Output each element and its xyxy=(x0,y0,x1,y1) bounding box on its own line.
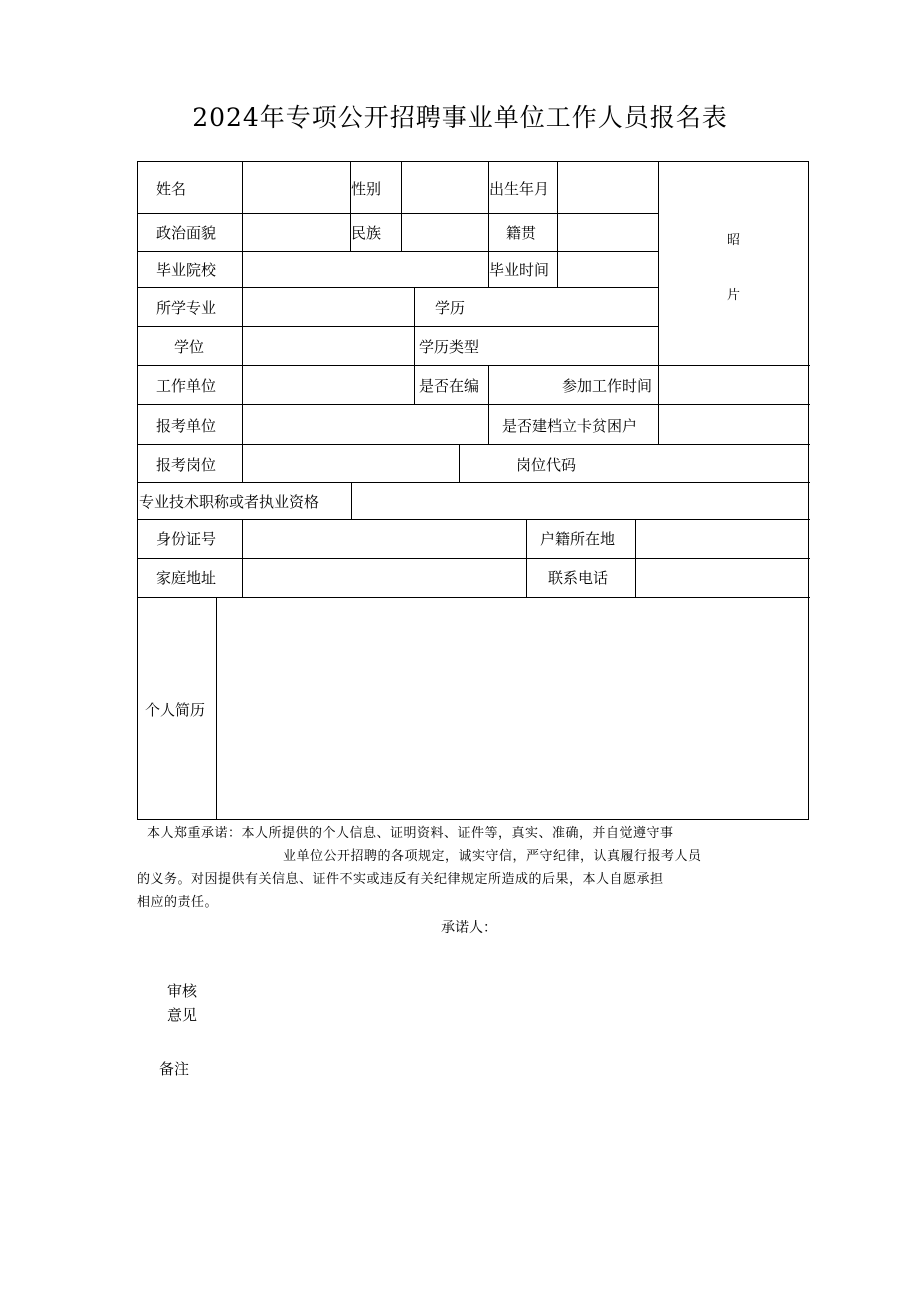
page-title: 2024年专项公开招聘事业单位工作人员报名表 xyxy=(192,103,728,132)
work-unit-field[interactable] xyxy=(243,366,414,404)
poverty-field[interactable] xyxy=(659,405,809,444)
education-field[interactable] xyxy=(489,288,658,326)
resume-field[interactable] xyxy=(217,598,809,819)
hukou-label: 户籍所在地 xyxy=(540,530,616,548)
school-field[interactable] xyxy=(243,252,488,287)
degree-label: 学位 xyxy=(174,338,205,356)
review-label-2: 意见 xyxy=(167,1006,198,1024)
signer-label: 承诺人： xyxy=(441,920,497,936)
major-label: 所学专业 xyxy=(156,299,217,317)
qualification-field[interactable] xyxy=(352,483,809,519)
ethnicity-label: 民族 xyxy=(351,224,382,242)
pledge-line-2: 业单位公开招聘的各项规定，诚实守信，严守纪律，认真履行报考人员 xyxy=(283,849,702,864)
resume-label: 个人简历 xyxy=(145,701,206,719)
gender-label: 性别 xyxy=(351,180,382,198)
id-number-field[interactable] xyxy=(243,520,526,558)
ethnicity-field[interactable] xyxy=(402,214,488,251)
id-number-label: 身份证号 xyxy=(156,530,217,548)
remarks-label: 备注 xyxy=(159,1060,190,1078)
photo-label-1: 昭 xyxy=(726,233,740,248)
address-label: 家庭地址 xyxy=(156,569,217,587)
in-service-label: 是否在编 xyxy=(419,377,480,395)
grad-time-label: 毕业时间 xyxy=(489,261,550,279)
pledge-line-4: 相应的责任。 xyxy=(137,895,219,910)
pledge-text xyxy=(137,822,809,914)
phone-label: 联系电话 xyxy=(548,569,609,587)
pledge-line-1: 本人郑重承诺：本人所提供的个人信息、证明资料、证件等，真实、准确，并自觉遵守事 xyxy=(147,826,674,841)
work-start-field[interactable] xyxy=(659,366,809,404)
pledge-line-3: 的义务。对因提供有关信息、证件不实或违反有关纪律规定所造成的后果，本人自愿承担 xyxy=(137,872,664,887)
post-code-field[interactable] xyxy=(659,445,809,482)
native-place-field[interactable] xyxy=(558,214,658,251)
native-place-label: 籍贯 xyxy=(506,224,537,242)
name-label: 姓名 xyxy=(156,180,187,198)
in-service-field[interactable] xyxy=(489,366,549,404)
gender-field[interactable] xyxy=(402,163,488,213)
apply-unit-label: 报考单位 xyxy=(156,417,217,435)
post-code-label: 岗位代码 xyxy=(516,456,577,474)
grad-time-field[interactable] xyxy=(558,252,658,287)
poverty-label: 是否建档立卡贫困户 xyxy=(502,417,638,435)
school-label: 毕业院校 xyxy=(156,261,217,279)
edu-type-label: 学历类型 xyxy=(419,338,480,356)
photo-box[interactable] xyxy=(658,163,809,365)
phone-field[interactable] xyxy=(636,559,809,597)
education-label: 学历 xyxy=(435,299,466,317)
work-start-label: 参加工作时间 xyxy=(562,377,653,395)
apply-post-field[interactable] xyxy=(243,445,488,482)
review-label-1: 审核 xyxy=(167,982,198,1000)
political-field[interactable] xyxy=(243,214,350,251)
address-field[interactable] xyxy=(243,559,526,597)
birth-field[interactable] xyxy=(558,163,658,213)
degree-field[interactable] xyxy=(243,327,414,365)
photo-label-2: 片 xyxy=(726,288,740,303)
hukou-field[interactable] xyxy=(636,520,809,558)
major-field[interactable] xyxy=(243,288,414,326)
birth-label: 出生年月 xyxy=(489,180,550,198)
work-unit-label: 工作单位 xyxy=(156,377,217,395)
name-field[interactable] xyxy=(243,163,350,213)
edu-type-field[interactable] xyxy=(489,327,658,365)
apply-post-label: 报考岗位 xyxy=(156,456,217,474)
registration-form xyxy=(137,161,809,820)
apply-unit-field[interactable] xyxy=(243,405,488,444)
qualification-label: 专业技术职称或者执业资格 xyxy=(139,493,320,511)
political-label: 政治面貌 xyxy=(156,224,217,242)
